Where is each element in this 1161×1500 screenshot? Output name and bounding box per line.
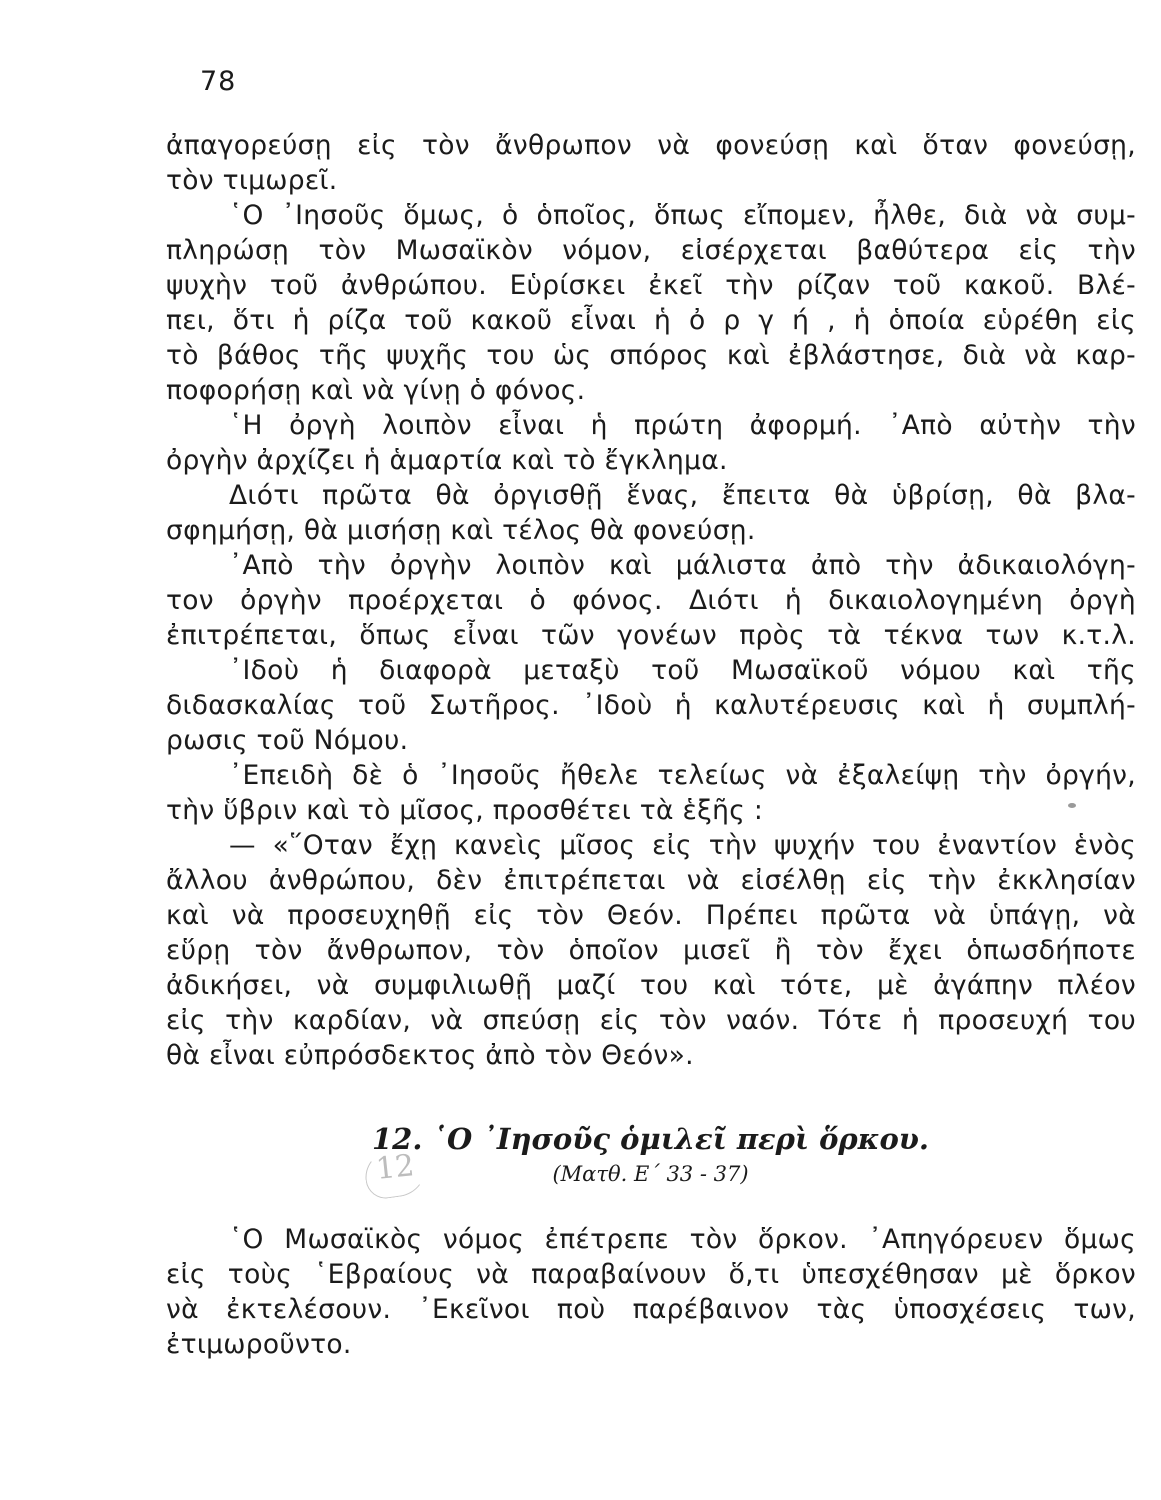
text-line: ἐπιτρέπεται, ὅπως εἶναι τῶν γονέων πρὸς τὰ τέκνα των κ.τ.λ.	[166, 620, 1136, 651]
text-line: ῾Ο Μωσαϊκὸς νόμος ἐπέτρεπε τὸν ὅρκον. ᾿Απηγόρευεν ὅμως	[229, 1224, 1136, 1255]
text-line: διδασκαλίας τοῦ Σωτῆρος. ᾿Ιδοὺ ἡ καλυτέρευσις καὶ ἡ συμπλή-	[166, 690, 1136, 721]
text-line: πληρώσῃ τὸν Μωσαϊκὸν νόμον, εἰσέρχεται βαθύτερα εἰς τὴν	[166, 235, 1136, 266]
text-line: ᾿Απὸ τὴν ὀργὴν λοιπὸν καὶ μάλιστα ἀπὸ τὴν ἀδικαιολόγη-	[229, 550, 1136, 581]
text-line: νὰ ἐκτελέσουν. ᾿Εκεῖνοι ποὺ παρέβαινον τὰς ὑποσχέσεις των,	[166, 1294, 1136, 1325]
print-speck	[1068, 803, 1076, 808]
body-text-bottom	[166, 1222, 1136, 1362]
text-line: τὴν ὕβριν καὶ τὸ μῖσος, προσθέτει τὰ ἑξῆς :	[166, 795, 764, 826]
text-line: ὀργὴν ἀρχίζει ἡ ἁμαρτία καὶ τὸ ἔγκλημα.	[166, 445, 728, 476]
text-line: ἐτιμωροῦντο.	[166, 1329, 352, 1360]
text-line: εὕρῃ τὸν ἄνθρωπον, τὸν ὁποῖον μισεῖ ἢ τὸν ἔχει ὁπωσδήποτε	[166, 935, 1136, 966]
pencil-margin-note: 12	[374, 1148, 416, 1187]
text-line: ᾿Επειδὴ δὲ ὁ ᾿Ιησοῦς ἤθελε τελείως νὰ ἐξαλείψῃ τὴν ὀργήν,	[229, 760, 1136, 791]
text-line: ἀδικήσει, νὰ συμφιλιωθῇ μαζί του καὶ τότε, μὲ ἀγάπην πλέον	[166, 970, 1136, 1001]
page-number: 78	[200, 66, 237, 97]
text-line: πει, ὅτι ἡ ρίζα τοῦ κακοῦ εἶναι ἡ ὀ ρ γ ή , ἡ ὁποία εὑρέθη εἰς	[166, 305, 1136, 336]
text-line: θὰ εἶναι εὐπρόσδεκτος ἀπὸ τὸν Θεόν».	[166, 1040, 694, 1071]
section-title: 12. ῾Ο ᾿Ιησοῦς ὁμιλεῖ περὶ ὅρκου.	[371, 1122, 930, 1156]
section-reference: (Ματθ. Ε΄ 33 - 37)	[552, 1162, 749, 1186]
text-line: ποφορήσῃ καὶ νὰ γίνῃ ὁ φόνος.	[166, 375, 586, 406]
body-text-top	[166, 128, 1136, 1073]
text-line: σφημήσῃ, θὰ μισήσῃ καὶ τέλος θὰ φονεύσῃ.	[166, 515, 756, 546]
text-line: καὶ νὰ προσευχηθῇ εἰς τὸν Θεόν. Πρέπει πρῶτα νὰ ὑπάγῃ, νὰ	[166, 900, 1136, 931]
text-line: Διότι πρῶτα θὰ ὀργισθῇ ἕνας, ἔπειτα θὰ ὑβρίσῃ, θὰ βλα-	[229, 480, 1136, 511]
text-line: τὸν τιμωρεῖ.	[166, 165, 338, 196]
text-line: ῾Η ὀργὴ λοιπὸν εἶναι ἡ πρώτη ἀφορμή. ᾿Απὸ αὐτὴν τὴν	[229, 410, 1136, 441]
text-line: τον ὀργὴν προέρχεται ὁ φόνος. Διότι ἡ δικαιολογημένη ὀργὴ	[166, 585, 1136, 616]
text-line: ἄλλου ἀνθρώπου, δὲν ἐπιτρέπεται νὰ εἰσέλθῃ εἰς τὴν ἐκκλησίαν	[166, 865, 1136, 896]
text-line: ρωσις τοῦ Νόμου.	[166, 725, 409, 756]
text-line: εἰς τοὺς ῾Εβραίους νὰ παραβαίνουν ὅ,τι ὑπεσχέθησαν μὲ ὅρκον	[166, 1259, 1136, 1290]
text-line: ᾿Ιδοὺ ἡ διαφορὰ μεταξὺ τοῦ Μωσαϊκοῦ νόμου καὶ τῆς	[229, 655, 1136, 686]
text-line: ψυχὴν τοῦ ἀνθρώπου. Εὑρίσκει ἐκεῖ τὴν ρίζαν τοῦ κακοῦ. Βλέ-	[166, 270, 1136, 301]
text-line: τὸ βάθος τῆς ψυχῆς του ὡς σπόρος καὶ ἐβλάστησε, διὰ νὰ καρ-	[166, 340, 1136, 371]
text-line: εἰς τὴν καρδίαν, νὰ σπεύσῃ εἰς τὸν ναόν. Τότε ἡ προσευχή του	[166, 1005, 1136, 1036]
text-line: ἀπαγορεύσῃ εἰς τὸν ἄνθρωπον νὰ φονεύσῃ καὶ ὅταν φονεύσῃ,	[166, 130, 1136, 161]
text-line: ῾Ο ᾿Ιησοῦς ὅμως, ὁ ὁποῖος, ὅπως εἴπομεν, ἦλθε, διὰ νὰ συμ-	[229, 200, 1136, 231]
text-line: — «῞Οταν ἔχῃ κανεὶς μῖσος εἰς τὴν ψυχήν του ἐναντίον ἑνὸς	[229, 830, 1136, 861]
